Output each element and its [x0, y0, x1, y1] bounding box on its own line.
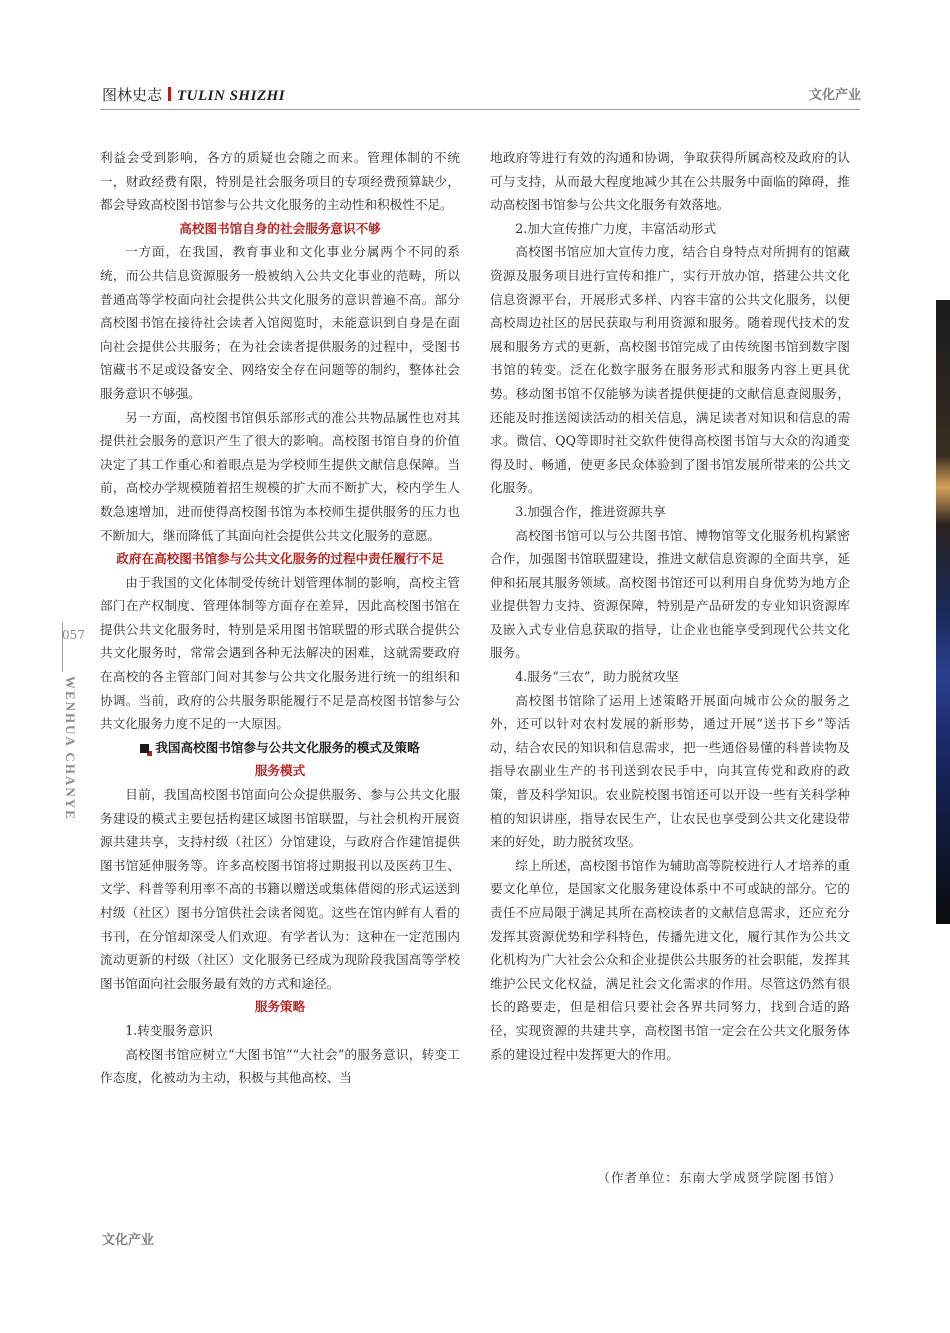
journal-header [102, 84, 285, 105]
paragraph: 高校图书馆除了运用上述策略开展面向城市公众的服务之外，还可以针对农村发展的新形势，通过开展“送书下乡”等活动，结合农民的知识和信息需求，把一些通俗易懂的科普读物及指导农副业生产的书刊送到农民手中，向其宣传党和政府的政策，普及科学知识。农业院校图书馆还可以开设一些有关科学种植的知识讲座，指导农民生产，让农民也享受到公共文化建设带来的好处，助力脱贫攻坚。 [490, 692, 850, 850]
section-heading [100, 736, 460, 760]
subheading: 服务策略 [254, 999, 306, 1015]
page-number: 057 [62, 628, 85, 642]
header-divider [168, 87, 171, 101]
subheading: 高校图书馆自身的社会服务意识不够 [179, 220, 381, 236]
paragraph: 由于我国的文化体制受传统计划管理体制的影响，高校主管部门在产权制度、管理体制等方面存在差异，因此高校图书馆在提供公共文化服务时，特别是采用图书馆联盟的形式联合提供公共文化服务时，常常会遇到各种无法解决的困难，这就需要政府在高校的各主管部门间对其参与公共文化服务进行统一的组织和协调。当前，政府的公共服务职能履行不足是高校图书馆参与公共文化服务力度不足的一大原因。 [100, 574, 460, 732]
edge-image-strip [936, 300, 950, 924]
section-heading-text: 我国高校图书馆参与公共文化服务的模式及策略 [155, 739, 420, 755]
subheading: 服务模式 [254, 763, 306, 779]
journal-title-cn: 图林史志 [102, 86, 163, 104]
left-column [100, 146, 460, 1090]
paragraph: 高校图书馆应树立“大图书馆”“大社会”的服务意识，转变工作态度，化被动为主动，积极与其他高校、当 [100, 1046, 460, 1086]
paragraph: 另一方面，高校图书馆俱乐部形式的准公共物品属性也对其提供社会服务的意识产生了很大的影响。高校图书馆自身的价值决定了其工作重心和着眼点是为学校师生提供文献信息保障。当前，高校办学规模随着招生规模的扩大而不断扩大，校内学生人数急速增加，进而使得高校图书馆为本校师生提供服务的压力也不断加大，继而降低了其面向社会提供公共文化服务的意愿。 [100, 409, 460, 543]
numbered-heading: 3.加强合作，推进资源共享 [515, 503, 666, 519]
numbered-heading: 1.转变服务意识 [125, 1022, 213, 1038]
paragraph: 目前，我国高校图书馆面向公众提供服务、参与公共文化服务建设的模式主要包括构建区域图书馆联盟，与社会机构开展资源共建共享，支持村级（社区）分馆建设，与政府合作建馆提供图书馆延伸服务等。许多高校图书馆将过期报刊以及医药卫生、文学、科普等利用率不高的书籍以赠送或集体借阅的形式运送到村级（社区）图书分馆供社会读者阅览。这些在馆内鲜有人看的书刊，在分馆却深受人们欢迎。有学者认为：这种在一定范围内流动更新的村级（社区）文化服务已经成为现阶段我国高等学校图书馆面向社会服务最有效的方式和途径。 [100, 787, 460, 991]
footer-label: 文化产业 [102, 1233, 155, 1248]
paragraph: 利益会受到影响，各方的质疑也会随之而来。管理体制的不统一，财政经费有限，特别是社会服务项目的专项经费预算缺少，都会导致高校图书馆参与公共文化服务的主动性和积极性不足。 [100, 150, 460, 213]
paragraph: 一方面，在我国，教育事业和文化事业分属两个不同的系统，而公共信息资源服务一般被纳入公共文化事业的范畴，所以普通高等学校面向社会提供公共文化服务的意识普遍不高。部分高校图书馆在接待社会读者入馆阅览时，未能意识到自身是在面向社会提供公共服务；在为社会读者提供服务的过程中，受图书馆藏书不足或设备安全、网络安全存在问题等的制约，整体社会服务意识不够强。 [100, 244, 460, 401]
right-column [490, 146, 850, 1066]
paragraph: 高校图书馆应加大宣传力度，结合自身特点对所拥有的馆藏资源及服务项目进行宣传和推广，实行开放办馆，搭建公共文化信息资源平台，开展形式多样、内容丰富的公共文化服务，以便高校周边社区的居民获取与利用资源和服务。随着现代技术的发展和服务方式的更新，高校图书馆完成了由传统图书馆到数字图书馆的转变。泛在化数字服务在服务形式和服务内容上更具优势。移动图书馆不仅能够为读者提供便捷的文献信息查阅服务，还能及时推送阅读活动的相关信息，满足读者对知识和信息的需求。微信、QQ等即时社交软件使得高校图书馆与大众的沟通变得及时、畅通，使更多民众体验到了图书馆发展所带来的公共文化服务。 [490, 244, 850, 496]
paragraph: 综上所述，高校图书馆作为辅助高等院校进行人才培养的重要文化单位，是国家文化服务建设体系中不可或缺的部分。它的责任不应局限于满足其所在高校读者的文献信息需求，还应充分发挥其资源优势和学科特色，传播先进文化，履行其作为公共文化机构为广大社会公众和企业提供公共服务的社会职能，发挥其维护公民文化权益，满足社会文化需求的作用。尽管这仍然有很长的路要走，但是相信只要社会各界共同努力，找到合适的路径，实现资源的共建共享，高校图书馆一定会在公共文化服务体系的建设过程中发挥更大的作用。 [490, 857, 850, 1062]
numbered-heading: 2.加大宣传推广力度，丰富活动形式 [515, 220, 717, 236]
numbered-heading: 4.服务“三农”，助力脱贫攻坚 [515, 669, 679, 685]
paragraph: 地政府等进行有效的沟通和协调，争取获得所属高校及政府的认可与支持，从而最大程度地减少其在公共服务中面临的障碍，推动高校图书馆参与公共文化服务有效落地。 [490, 150, 850, 213]
journal-title-latin: TULIN SHIZHI [177, 88, 286, 104]
subheading: 政府在高校图书馆参与公共文化服务的过程中责任履行不足 [116, 551, 444, 567]
paragraph: 高校图书馆可以与公共图书馆、博物馆等文化服务机构紧密合作，加强图书馆联盟建设，推进文献信息资源的全面共享，延伸和拓展其服务领域。高校图书馆还可以利用自身优势为地方企业提供智力支持、资源保障，特别是产品研发的专业知识资源库及嵌入式专业信息获取的指导，让企业也能享受到现代公共文化服务。 [490, 527, 850, 661]
section-label: 文化产业 [808, 88, 861, 103]
vertical-section-label: WENHUA CHANYE [63, 676, 78, 821]
section-marker-icon [140, 744, 149, 753]
header-rule [100, 109, 860, 110]
author-affiliation: （作者单位：东南大学成贤学院图书馆） [597, 1170, 842, 1185]
